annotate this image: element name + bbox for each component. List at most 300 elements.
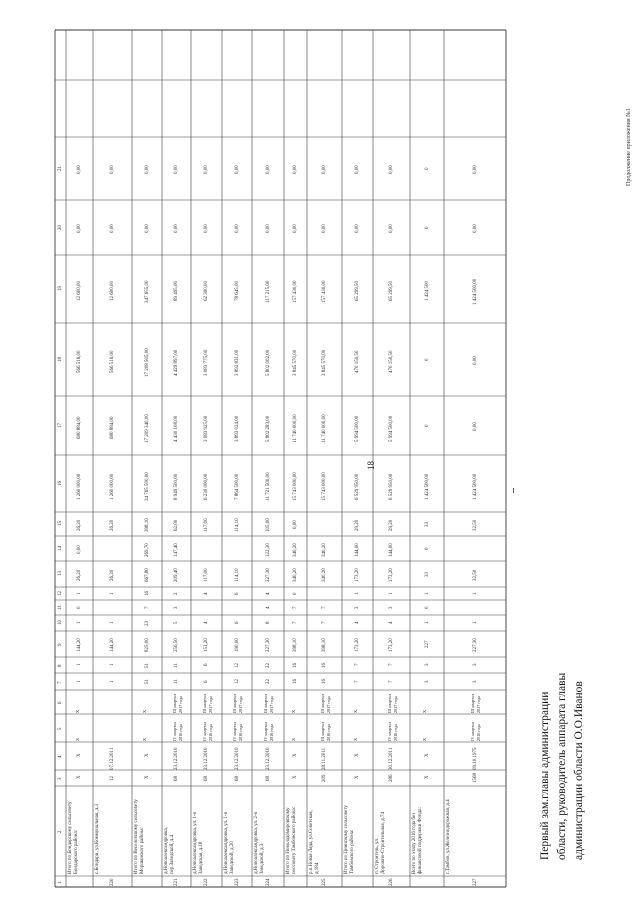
quarter-cell: 2016 года — [325, 724, 331, 741]
quarter-cell: 2017 года — [238, 696, 243, 713]
value-cell: 12 600,00 — [110, 281, 115, 302]
value-cell: 122,30 — [265, 542, 271, 557]
value-cell: 16 — [322, 679, 327, 685]
value-cell: 1 — [110, 592, 115, 595]
column-number: 17 — [58, 422, 63, 428]
value-cell: X — [77, 753, 82, 758]
value-cell: 0,00 — [293, 165, 298, 174]
address-cell: поссовету Тамбовского района: — [292, 806, 297, 874]
value-cell: 3 — [389, 606, 394, 609]
value-cell: 0,00 — [322, 224, 327, 233]
value-cell: 11 740 000,00 — [293, 414, 298, 444]
quarter-cell: 2016 года — [207, 724, 213, 741]
quarter-cell: III квартал — [201, 694, 207, 713]
quarter-cell: III квартал — [319, 722, 325, 741]
value-cell: 470 150,50 — [355, 350, 360, 373]
value-cell: 26,20 — [77, 569, 82, 581]
value-cell: 3 — [174, 606, 179, 609]
value-cell: 398,10 — [293, 638, 298, 653]
value-cell: 157 430,00 — [322, 280, 327, 303]
quarter-cell: 2017 года — [392, 696, 398, 713]
quarter-cell: 2016 года — [392, 724, 398, 741]
value-cell: 62,00 — [174, 519, 179, 531]
value-cell: 7 — [144, 606, 150, 609]
value-cell: 2 — [174, 592, 179, 595]
quarter-cell: X — [74, 709, 80, 713]
value-cell: 0,00 — [234, 224, 240, 233]
value-cell: 209,40 — [174, 568, 179, 583]
value-cell: 51 — [144, 662, 150, 668]
quarter-cell: III квартал — [319, 694, 325, 713]
value-cell: 1 — [424, 592, 430, 595]
value-cell: 1 — [110, 621, 115, 625]
value-cell: 1 424 500,00 — [472, 278, 478, 306]
value-cell: 1 — [355, 592, 360, 595]
quarter-cell: IV квартал — [386, 721, 392, 741]
value-cell: 227 — [472, 878, 478, 886]
value-cell: 0 — [424, 226, 430, 229]
value-cell: 0 — [424, 424, 430, 427]
value-cell: 5 802 283,00 — [265, 415, 271, 442]
value-cell: 680 884,00 — [77, 416, 82, 439]
value-cell: 6 — [234, 592, 240, 595]
quarter-cell: X — [352, 709, 358, 713]
value-cell: 7 — [322, 621, 327, 625]
value-cell: 6 — [204, 663, 209, 667]
value-cell: X — [355, 775, 360, 780]
value-cell: 12 — [234, 679, 240, 685]
value-cell: 144,00 — [355, 542, 360, 557]
value-cell: 0,00 — [144, 165, 150, 174]
address-cell: пер.Заводской, д.4 — [170, 835, 175, 874]
value-cell: 1 — [472, 621, 478, 625]
value-cell: 117,00 — [204, 518, 209, 533]
address-cell: с.Бондари, ул.Коммунальная, д.3 — [95, 803, 100, 874]
quarter-cell: III квартал — [171, 694, 177, 713]
value-cell: 340,20 — [322, 568, 327, 583]
value-cell: X — [293, 753, 298, 758]
value-cell: 23.12.2010 — [265, 747, 271, 770]
value-cell: 0,00 — [355, 224, 360, 233]
value-cell: 173,20 — [355, 568, 360, 583]
value-cell: 114,10 — [234, 568, 240, 583]
column-number: 21 — [58, 165, 63, 171]
value-cell: X — [424, 753, 430, 758]
value-cell: 23.12.2010 — [174, 747, 179, 770]
column-number: 1 — [58, 881, 63, 884]
value-cell: X — [77, 775, 82, 780]
quarter-cell: X — [422, 737, 427, 741]
value-cell: 1 424 500 — [424, 281, 430, 302]
column-number: 7 — [58, 681, 63, 684]
value-cell: X — [424, 775, 430, 780]
quarter-cell: 2016 года — [238, 724, 243, 741]
value-cell: 0,00 — [472, 224, 478, 233]
value-cell: 470 150,50 — [389, 350, 394, 373]
value-cell: X — [293, 775, 298, 780]
value-cell: 3 — [472, 680, 478, 683]
value-cell: 51 — [144, 679, 150, 685]
value-cell: 1 — [472, 592, 478, 595]
value-cell: 1 424 500,00 — [472, 473, 478, 500]
quarter-cell: IV квартал — [232, 721, 237, 741]
value-cell: 227,30 — [265, 638, 271, 653]
column-number: 15 — [58, 521, 63, 526]
value-cell: 224 — [265, 878, 271, 886]
quarter-cell: IV квартал — [263, 721, 268, 741]
value-cell: 0,00 — [77, 545, 82, 554]
address-cell: Дорожно-Строительная, д.74 — [381, 812, 386, 874]
value-cell: 0,00 — [234, 165, 240, 174]
value-cell: 256,50 — [174, 638, 179, 653]
value-cell: 6 529 950,00 — [389, 473, 394, 500]
value-cell: 4 — [355, 621, 360, 625]
value-cell: 1 — [77, 621, 82, 625]
value-cell: 23.12.2010 — [204, 747, 209, 770]
column-number: 4 — [58, 755, 63, 758]
value-cell: 221 — [174, 878, 179, 886]
column-number: 14 — [58, 545, 63, 551]
value-cell: 30.12.2011 — [389, 747, 394, 770]
value-cell: 398,10 — [144, 518, 150, 533]
value-cell: 157 430,00 — [293, 280, 298, 303]
value-cell: 16 — [144, 591, 150, 597]
column-number: 6 — [58, 701, 63, 704]
value-cell: X — [144, 775, 150, 780]
value-cell: 286 — [389, 774, 394, 783]
value-cell: 825,00 — [144, 638, 150, 653]
value-cell: 0,00 — [389, 224, 394, 233]
value-cell: 3 — [424, 663, 430, 667]
value-cell: 1 — [389, 592, 394, 595]
value-cell: 7 — [293, 606, 298, 609]
value-cell: 0 — [424, 547, 430, 550]
quarter-cell: IV квартал — [171, 721, 177, 741]
value-cell: 3 083 775,00 — [204, 349, 209, 376]
value-cell: 5 994 500,00 — [389, 415, 394, 442]
value-cell: 0 — [424, 606, 430, 609]
value-cell: 0,00 — [144, 224, 150, 233]
value-cell: 12 — [234, 662, 240, 668]
value-cell: 1 — [424, 621, 430, 625]
value-cell: 68 — [204, 775, 209, 781]
address-cell: Итого по Новоладомировскому — [286, 807, 291, 874]
column-number: 5 — [58, 727, 63, 730]
value-cell: 1 — [77, 592, 82, 595]
value-cell: 0,00 — [204, 224, 209, 233]
address-cell: р.п.Новая Ляда, ул.Советская, — [309, 810, 314, 874]
value-cell: 5 802 002,00 — [265, 349, 271, 376]
value-cell: 227,30 — [265, 568, 271, 583]
value-cell: 26,20 — [110, 519, 115, 531]
quarter-cell: 2017 года — [269, 696, 274, 713]
address-cell: Заводской, д.3 — [260, 843, 265, 874]
address-cell: д.Новоалександровка, — [164, 827, 169, 874]
value-cell: 34 765 500,00 — [144, 472, 150, 502]
value-cell: 3 845 570,00 — [322, 349, 327, 376]
value-cell: 0,00 — [472, 165, 478, 174]
value-cell: 68 — [265, 775, 271, 781]
value-cell: 7 — [389, 663, 394, 667]
value-cell: 7 864 500,00 — [234, 473, 240, 500]
value-cell: 227 — [424, 640, 430, 649]
value-cell: 11 — [174, 662, 179, 668]
value-cell: 26,20 — [110, 569, 115, 581]
value-cell: 173,20 — [389, 568, 394, 583]
value-cell: 3 083 925,00 — [204, 415, 209, 442]
value-cell: 0,00 — [389, 165, 394, 174]
quarter-cell: III квартал — [263, 694, 268, 713]
quarter-cell: X — [352, 737, 358, 741]
column-number: 8 — [58, 664, 63, 667]
value-cell: 22 — [265, 679, 271, 685]
value-cell: 190,00 — [234, 638, 240, 653]
column-number: 20 — [58, 224, 63, 230]
value-cell: 16 — [322, 662, 327, 668]
value-cell: 1 — [110, 680, 115, 683]
quarter-cell: IV квартал — [470, 721, 475, 741]
signature-line-1: Первый зам.главы администрации — [539, 691, 551, 860]
value-cell: 222 — [204, 878, 209, 886]
quarter-cell: 2016 года — [269, 724, 274, 741]
value-cell: 5 994 500,00 — [355, 415, 360, 442]
value-cell: 340,20 — [293, 568, 298, 583]
quarter-cell: 2016 года — [476, 724, 481, 741]
value-cell: 68 — [234, 775, 240, 781]
value-cell: 4 — [204, 592, 209, 595]
value-cell: 0,00 — [265, 224, 271, 233]
value-cell: 225 — [322, 878, 327, 886]
value-cell: X — [355, 753, 360, 758]
value-cell: 17 209 340,00 — [144, 414, 150, 444]
value-cell: 07.12.2011 — [110, 747, 115, 770]
signature-line-3: администрации области О.О.Иванов — [573, 681, 585, 860]
address-cell: Бондарского района: — [74, 829, 79, 874]
value-cell: 1 424 500,00 — [424, 473, 430, 500]
value-cell: 4 — [265, 592, 271, 595]
address-cell: д.Новоалександровка, ул. 2-я — [254, 812, 259, 874]
value-cell: 6 — [234, 621, 240, 625]
value-cell: 8 — [265, 621, 271, 625]
value-cell: 340,20 — [322, 542, 327, 557]
value-cell: 65 299,50 — [389, 281, 394, 302]
quarter-cell: X — [74, 737, 80, 741]
address-cell: д.Новоалександровка, ул. 1-я — [224, 812, 229, 874]
value-cell: 269,70 — [144, 542, 150, 557]
value-cell: 220 — [110, 878, 115, 886]
value-cell: 0,00 — [322, 165, 327, 174]
column-number: 13 — [58, 571, 63, 576]
column-number: 3 — [58, 777, 63, 780]
value-cell: 4 429 897,00 — [174, 349, 179, 376]
value-cell: 105,00 — [265, 518, 271, 533]
quarter-cell: 2017 года — [476, 696, 481, 713]
value-cell: 4 — [389, 621, 394, 625]
value-cell: 12 — [110, 775, 115, 781]
address-cell: д.184 — [315, 862, 320, 874]
signature-line-2: области, руководитель аппарата главы — [556, 672, 568, 860]
quarter-cell: 2016 года — [177, 724, 183, 741]
value-cell: 89 495,00 — [174, 281, 179, 302]
value-cell: 151,20 — [204, 638, 209, 653]
value-cell: 7 — [293, 621, 298, 625]
value-cell: 1568 — [472, 773, 478, 784]
value-cell: 0,00 — [265, 165, 271, 174]
value-cell: 0,00 — [293, 224, 298, 233]
value-cell: 32,50 — [472, 569, 478, 581]
column-number: 18 — [58, 356, 63, 362]
value-cell: 0,00 — [204, 165, 209, 174]
value-cell: 0 — [293, 592, 298, 595]
value-cell: 28.11.2011 — [322, 747, 327, 770]
value-cell: 0,00 — [77, 224, 82, 233]
value-cell: 0,00 — [174, 165, 179, 174]
value-cell: 7 — [322, 606, 327, 609]
value-cell: 144,00 — [389, 542, 394, 557]
value-cell: 5 — [174, 621, 179, 625]
value-cell: 0,00 — [472, 422, 478, 431]
value-cell: 0 — [424, 358, 430, 361]
value-cell: 3 — [355, 606, 360, 609]
quarter-cell: 2017 года — [207, 696, 213, 713]
value-cell: 78 645,00 — [234, 281, 240, 302]
address-cell: Моршанского района: — [140, 827, 145, 874]
quarter-cell: III квартал — [386, 694, 392, 713]
value-cell: 4 430 108,00 — [174, 415, 179, 442]
quarter-cell: X — [142, 709, 147, 713]
quarter-cell: 2017 года — [325, 696, 331, 713]
value-cell: 1 — [110, 663, 115, 667]
quarter-cell: X — [142, 737, 147, 741]
value-cell: 32,50 — [472, 519, 478, 531]
value-cell: 0,00 — [293, 520, 298, 530]
value-cell: 1 260 000,00 — [110, 473, 115, 500]
value-cell: 117,00 — [204, 568, 209, 583]
value-cell: 23.12.2010 — [234, 747, 240, 770]
address-cell: Заводская, д.18 — [199, 841, 204, 874]
value-cell: 29,20 — [389, 519, 394, 531]
quarter-cell: 2017 года — [177, 696, 183, 713]
column-number: 19 — [58, 286, 63, 291]
value-cell: 226 — [389, 878, 394, 886]
address-cell: финансовой поддержки Фонда: — [418, 807, 423, 874]
value-cell: 398,10 — [322, 638, 327, 653]
value-cell: 11 — [174, 679, 179, 685]
value-cell: 566 516,00 — [110, 350, 115, 373]
column-number: 9 — [58, 643, 63, 646]
value-cell: X — [144, 753, 150, 758]
value-cell: 8 949 500,00 — [174, 473, 179, 500]
pencil-mark-icon — [513, 488, 514, 493]
value-cell: 11 740 000,00 — [322, 414, 327, 444]
value-cell: 7 — [355, 663, 360, 667]
value-cell: 566 516,00 — [77, 350, 82, 373]
value-cell: 09.10.1975 — [472, 747, 478, 770]
value-cell: 1 — [77, 663, 82, 667]
value-cell: 117 215,00 — [265, 280, 271, 303]
value-cell: 0,00 — [110, 224, 115, 233]
value-cell: 667,80 — [144, 568, 150, 583]
value-cell: 11 721 500,00 — [265, 472, 271, 502]
value-cell: 173,20 — [389, 638, 394, 653]
column-number: 10 — [58, 620, 63, 625]
value-cell: 65 299,50 — [355, 281, 360, 302]
address-cell: Итого по Бондарскому сельсовету — [68, 801, 73, 874]
quarter-cell: X — [422, 709, 427, 713]
value-cell: 209 — [322, 774, 327, 783]
value-cell: 223 — [234, 878, 240, 886]
value-cell: 17 208 505,00 — [144, 348, 150, 378]
value-cell: 147,40 — [174, 542, 179, 557]
address-cell: Тамбовского района: — [350, 829, 355, 874]
quarter-cell: III квартал — [232, 694, 237, 713]
value-cell: 6 — [204, 680, 209, 683]
value-cell: 3 845 570,00 — [293, 349, 298, 376]
value-cell: 227,30 — [472, 638, 478, 653]
value-cell: 12 600,00 — [77, 281, 82, 302]
value-cell: 0,00 — [77, 165, 82, 174]
page-number: 18 — [366, 461, 376, 470]
column-number: 2 — [58, 830, 63, 833]
value-cell: 7 — [389, 680, 394, 683]
value-cell: 16 — [293, 679, 298, 685]
value-cell: 15 743 000,00 — [293, 472, 298, 502]
value-cell: 33 — [424, 571, 430, 577]
value-cell: 340,20 — [293, 542, 298, 557]
column-number: 16 — [58, 480, 63, 486]
value-cell: 23 — [144, 620, 150, 626]
value-cell: 680 884,00 — [110, 416, 115, 439]
value-cell: 1 260 000,00 — [77, 473, 82, 500]
value-cell: 0,00 — [472, 356, 478, 365]
address-cell: Заводской, д.20 — [230, 841, 235, 874]
value-cell: 144,20 — [110, 638, 115, 653]
value-cell: 68 — [174, 775, 179, 781]
value-cell: 6 230 000,00 — [204, 473, 209, 500]
value-cell: 16 — [293, 662, 298, 668]
value-cell: 4 — [265, 606, 271, 609]
value-cell: 144,20 — [77, 638, 82, 653]
value-cell: 3 — [424, 680, 430, 683]
value-cell: 7 — [355, 680, 360, 683]
value-cell: 0,00 — [174, 224, 179, 233]
address-cell: д.Новоалександровка, ул. 1-я — [193, 812, 198, 874]
value-cell: 3 892 831,00 — [234, 349, 240, 376]
value-cell: 15 743 000,00 — [322, 472, 327, 502]
value-cell: 33 — [424, 521, 430, 527]
value-cell: 26,20 — [77, 519, 82, 531]
quarter-cell: IV квартал — [201, 721, 207, 741]
column-number: 12 — [58, 590, 63, 596]
quarter-cell: X — [290, 737, 296, 741]
address-cell: п. Строитель, ул. — [375, 837, 380, 874]
value-cell: 0 — [77, 606, 82, 609]
quarter-cell: III квартал — [470, 694, 475, 713]
continuation-note: Продолжение приложения №1 — [626, 108, 632, 186]
value-cell: 114,10 — [234, 518, 240, 533]
value-cell: 29,20 — [355, 519, 360, 531]
value-cell: 0,00 — [355, 165, 360, 174]
value-cell: 6 529 950,00 — [355, 473, 360, 500]
column-number: 11 — [58, 604, 63, 610]
value-cell: 1 — [77, 680, 82, 683]
value-cell: 3 893 024,00 — [234, 415, 240, 442]
address-cell: Всего по этапу 2016 года без — [412, 812, 417, 874]
quarter-cell: X — [290, 709, 296, 713]
value-cell: 0 — [424, 167, 430, 170]
value-cell: 173,20 — [355, 638, 360, 653]
value-cell: 0,00 — [110, 165, 115, 174]
